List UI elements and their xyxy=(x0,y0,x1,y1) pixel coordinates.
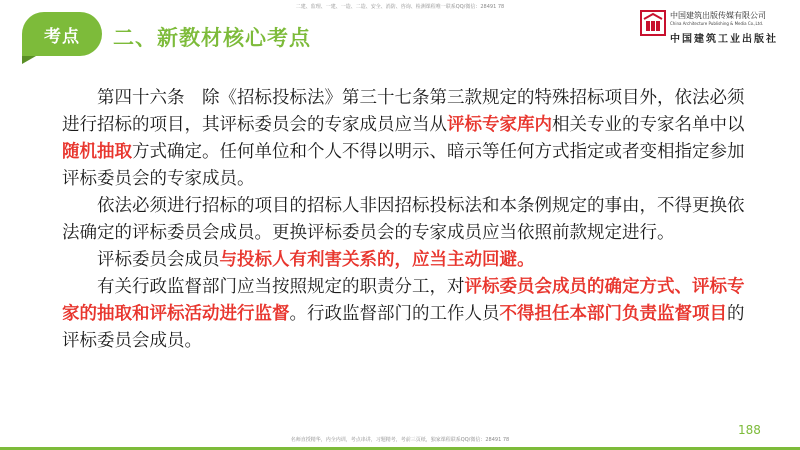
publisher-logo xyxy=(640,8,790,56)
paragraph-2 xyxy=(62,193,752,247)
text-run: 第四十六条 除《招标投标法》第三十七条第三款规定的特殊招标项目外，依法必须进行招标的项目，其评标委员会的专家成员应当从 xyxy=(62,88,745,135)
bottom-note: 名师直授精华，内全内训，考点串讲，习题精考，考前三页纸，独家课程联系QQ/微信：28491 78 xyxy=(290,437,510,443)
publisher-script-name: 中国建筑工业出版社 xyxy=(670,34,778,45)
highlight-text: 评标专家库内 xyxy=(447,115,552,135)
publisher-name-cn: 中国建筑出版传媒有限公司 xyxy=(670,11,766,20)
section-title: 二、新教材核心考点 xyxy=(113,26,311,50)
text-run: 。行政监督部门的工作人员 xyxy=(289,304,500,324)
badge-tail-decoration xyxy=(22,56,36,64)
page-number: 188 xyxy=(738,423,761,437)
article-body xyxy=(62,85,752,355)
paragraph-3 xyxy=(62,247,752,274)
highlight-text: 不得担任本部门负责监督项目 xyxy=(499,304,727,324)
highlight-text: 评标委员会成员的确定方式、评标专家的抽取和评标活动进行监督 xyxy=(62,277,745,324)
text-run: 有关行政监督部门应当按照规定的职责分工，对 xyxy=(97,277,465,297)
badge-label: 考点 xyxy=(44,26,80,47)
text-run: 评标委员会成员 xyxy=(97,250,220,270)
text-run: 方式确定。任何单位和个人不得以明示、暗示等任何方式指定或者变相指定参加评标委员会的专家成员。 xyxy=(62,142,745,189)
highlight-text: 随机抽取 xyxy=(62,142,132,162)
publisher-name-en: China Architecture Publishing & Media Co.,Ltd. xyxy=(670,21,764,26)
text-run: 的评标委员会成员。 xyxy=(62,304,745,351)
paragraph-1 xyxy=(62,85,752,193)
text-run: 依法必须进行招标的项目的招标人非因招标投标法和本条例规定的事由，不得更换依法确定的评标委员会成员。更换评标委员会的专家成员应当依照前款规定进行。 xyxy=(62,196,745,243)
top-note: 二建、监理、一建、一造、二造、安全、消防、咨询、检测课程唯一联系QQ/微信：28491 78 xyxy=(295,4,505,10)
paragraph-4 xyxy=(62,274,752,355)
publisher-logo-icon xyxy=(640,10,666,36)
text-run: 相关专业的专家名单中以 xyxy=(552,115,745,135)
highlight-text: 与投标人有利害关系的，应当主动回避。 xyxy=(219,250,535,270)
section-badge xyxy=(22,12,102,56)
